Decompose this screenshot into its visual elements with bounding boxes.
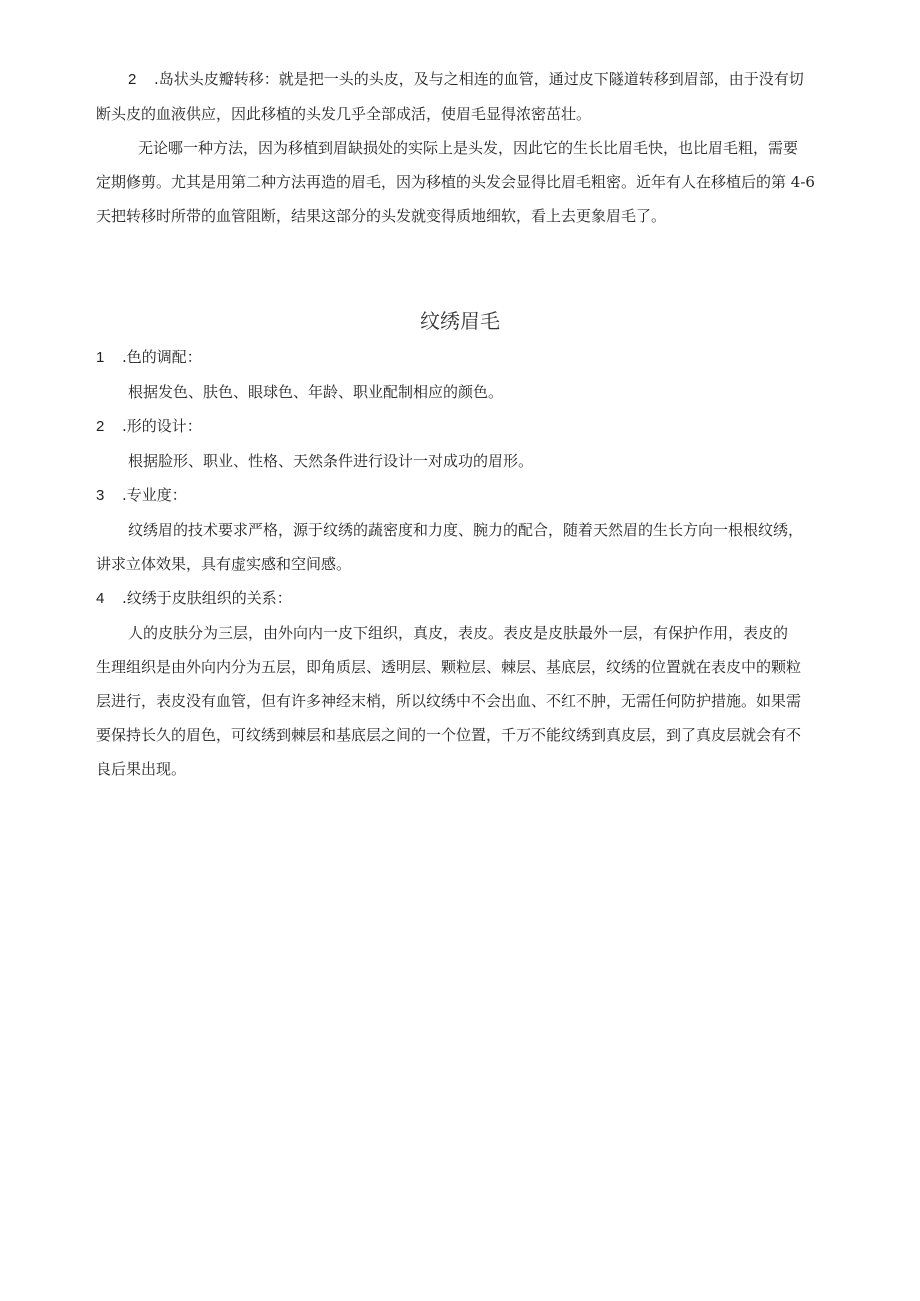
section-item-4-number: 4	[96, 590, 105, 607]
section-title: 纹绣眉毛	[420, 309, 500, 333]
section-item-2-line1: 根据脸形、职业、性格、天然条件进行设计一对成功的眉形。	[128, 452, 534, 470]
section-item-4-line2: 生理组织是由外向内分为五层，即角质层、透明层、颗粒层、棘层、基底层，纹绣的位置就在表皮中的颗粒	[96, 658, 802, 676]
intro-item2-text1: .岛状头皮瓣转移：就是把一头的头皮，及与之相连的血管，通过皮下隧道转移到眉部，由于没有切	[154, 70, 804, 88]
section-item-3-number: 3	[96, 487, 105, 504]
section-item-3-line2: 讲求立体效果，具有虚实感和空间感。	[96, 555, 352, 573]
section-item-4-line4: 要保持长久的眉色，可纹绣到棘层和基底层之间的一个位置，千万不能纹绣到真皮层，到了真皮层就会有不	[96, 726, 802, 744]
intro-item2-line2: 断头皮的血液供应，因此移植的头发几乎全部成活，使眉毛显得浓密茁壮。	[96, 105, 592, 123]
section-item-4-line5: 良后果出现。	[96, 760, 187, 778]
section-item-1-title: .色的调配：	[122, 348, 202, 366]
section-item-3-heading	[96, 478, 832, 513]
section-item-1-heading	[96, 340, 832, 375]
intro-para-line2: 定期修剪。尤其是用第二种方法再造的眉毛，因为移植的头发会显得比眉毛粗密。近年有人在移植后的第 4-6	[96, 173, 815, 191]
intro-block	[96, 62, 832, 233]
intro-para-line3: 天把转移时所带的血管阻断，结果这部分的头发就变得质地细软，看上去更象眉毛了。	[96, 207, 667, 225]
section-item-4-line1: 人的皮肤分为三层，由外向内一皮下组织，真皮，表皮。表皮是皮肤最外一层，有保护作用，表皮的	[128, 624, 789, 642]
section-item-2-number: 2	[96, 418, 105, 435]
section-item-2-heading	[96, 409, 832, 444]
section-item-2-title: .形的设计：	[122, 417, 202, 435]
intro-item2-line1	[96, 62, 832, 97]
section-list	[96, 340, 832, 786]
section-item-3-title: .专业度：	[122, 486, 187, 504]
intro-para-line1: 无论哪一种方法，因为移植到眉缺损处的实际上是头发，因此它的生长比眉毛快，也比眉毛粗，需要	[138, 139, 799, 157]
section-item-3-line1: 纹绣眉的技术要求严格，源于纹绣的蔬密度和力度、腕力的配合，随着天然眉的生长方向一根根纹绣，	[128, 521, 804, 539]
section-item-4-title: .纹绣于皮肤组织的关系：	[122, 589, 292, 607]
section-item-4-heading	[96, 581, 832, 616]
section-item-4-line3: 层进行，表皮没有血管，但有许多神经末梢，所以纹绣中不会出血、不红不肿，无需任何防护措施。如果需	[96, 692, 802, 710]
section-item-1-number: 1	[96, 349, 105, 366]
section-item-1-line1: 根据发色、肤色、眼球色、年龄、职业配制相应的颜色。	[128, 383, 504, 401]
intro-item2-number: 2	[128, 71, 137, 88]
